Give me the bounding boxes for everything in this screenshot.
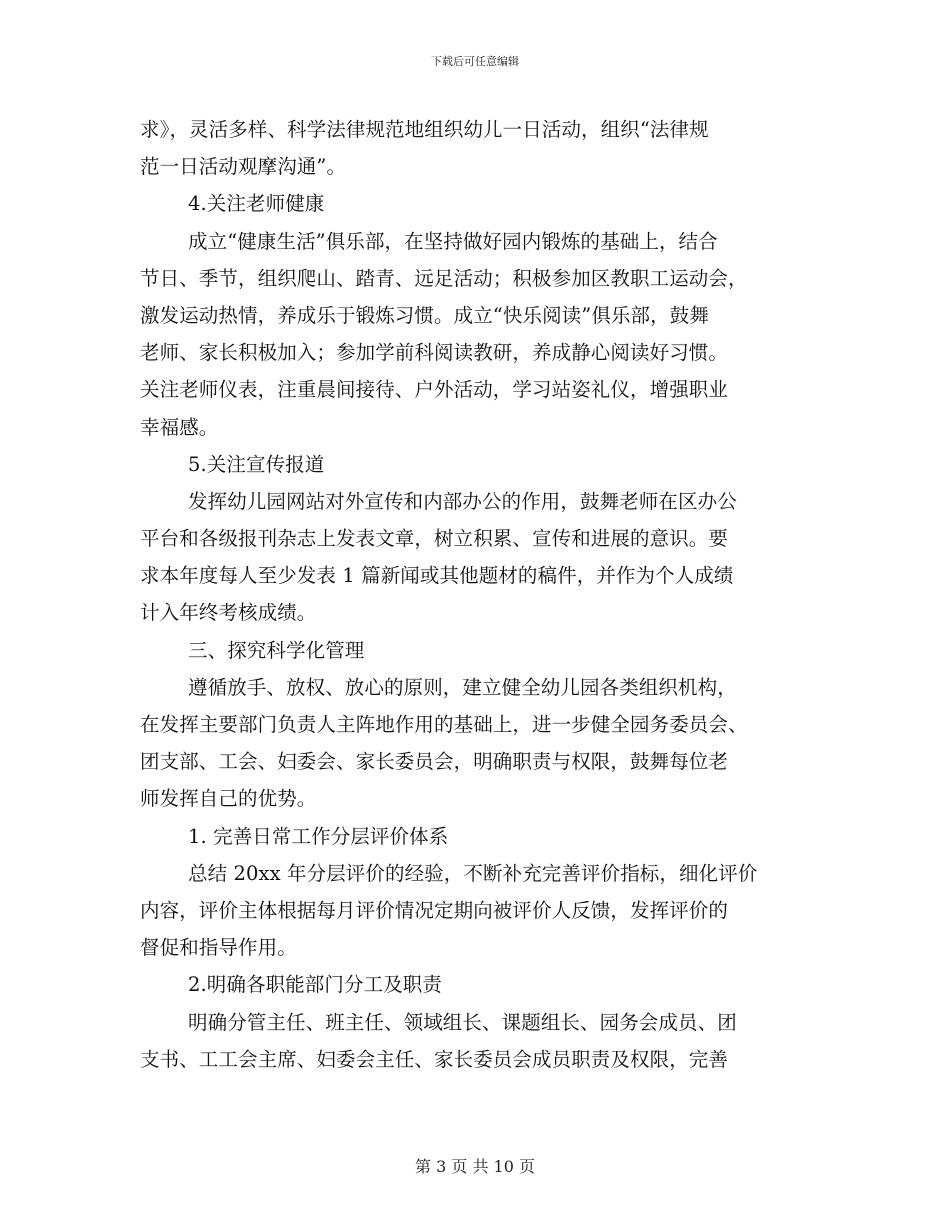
text-line: 内容，评价主体根据每月评价情况定期向被评价人反馈，发挥评价的: [140, 898, 729, 922]
page-number: 第 3 页 共 10 页: [415, 1157, 535, 1176]
text-line: 幸福感。: [140, 415, 219, 439]
text-line: 关注老师仪表，注重晨间接待、户外活动，学习站姿礼仪，增强职业: [140, 378, 729, 402]
text-line: 2.明确各职能部门分工及职责: [188, 973, 443, 997]
text-line: 成立“健康生活”俱乐部，在坚持做好园内锻炼的基础上，结合: [188, 229, 718, 253]
page-header: 下载后可任意编辑: [431, 55, 519, 68]
text-line: 督促和指导作用。: [140, 936, 297, 960]
text-line: 总结 20xx 年分层评价的经验，不断补充完善评价指标，细化评价: [188, 861, 758, 885]
text-line: 支书、工工会主席、妇委会主任、家长委员会成员职责及权限，完善: [140, 1047, 729, 1071]
text-line: 求》，灵活多样、科学法律规范地组织幼儿一日活动，组织“法律规: [140, 118, 709, 141]
text-line: 4.关注老师健康: [188, 192, 325, 216]
text-line: 1. 完善日常工作分层评价体系: [188, 824, 449, 848]
text-line: 在发挥主要部门负责人主阵地作用的基础上，进一步健全园务委员会、: [140, 713, 748, 736]
text-line: 范一日活动观摩沟通”。: [140, 155, 347, 179]
text-line: 平台和各级报刊杂志上发表文章，树立积累、宣传和进展的意识。要: [140, 527, 729, 551]
text-line: 明确分管主任、班主任、领域组长、课题组长、园务会成员、团: [188, 1010, 737, 1034]
text-line: 老师、家长积极加入；参加学前科阅读教研，养成静心阅读好习惯。: [140, 341, 729, 365]
text-line: 团支部、工会、妇委会、家长委员会，明确职责与权限，鼓舞每位老: [140, 750, 729, 774]
text-line: 三、探究科学化管理: [188, 638, 365, 662]
text-line: 师发挥自己的优势。: [140, 787, 317, 811]
text-line: 节日、季节，组织爬山、踏青、远足活动；积极参加区教职工运动会，: [140, 266, 748, 290]
text-line: 计入年终考核成绩。: [140, 601, 317, 625]
text-line: 发挥幼儿园网站对外宣传和内部办公的作用，鼓舞老师在区办公: [188, 489, 737, 513]
text-line: 遵循放手、放权、放心的原则，建立健全幼儿园各类组织机构，: [188, 675, 737, 699]
text-line: 激发运动热情，养成乐于锻炼习惯。成立“快乐阅读”俱乐部，鼓舞: [140, 303, 709, 327]
document-body: [140, 111, 812, 1078]
text-line: 求本年度每人至少发表 1 篇新闻或其他题材的稿件，并作为个人成绩: [140, 564, 734, 588]
text-line: 5.关注宣传报道: [188, 452, 325, 476]
